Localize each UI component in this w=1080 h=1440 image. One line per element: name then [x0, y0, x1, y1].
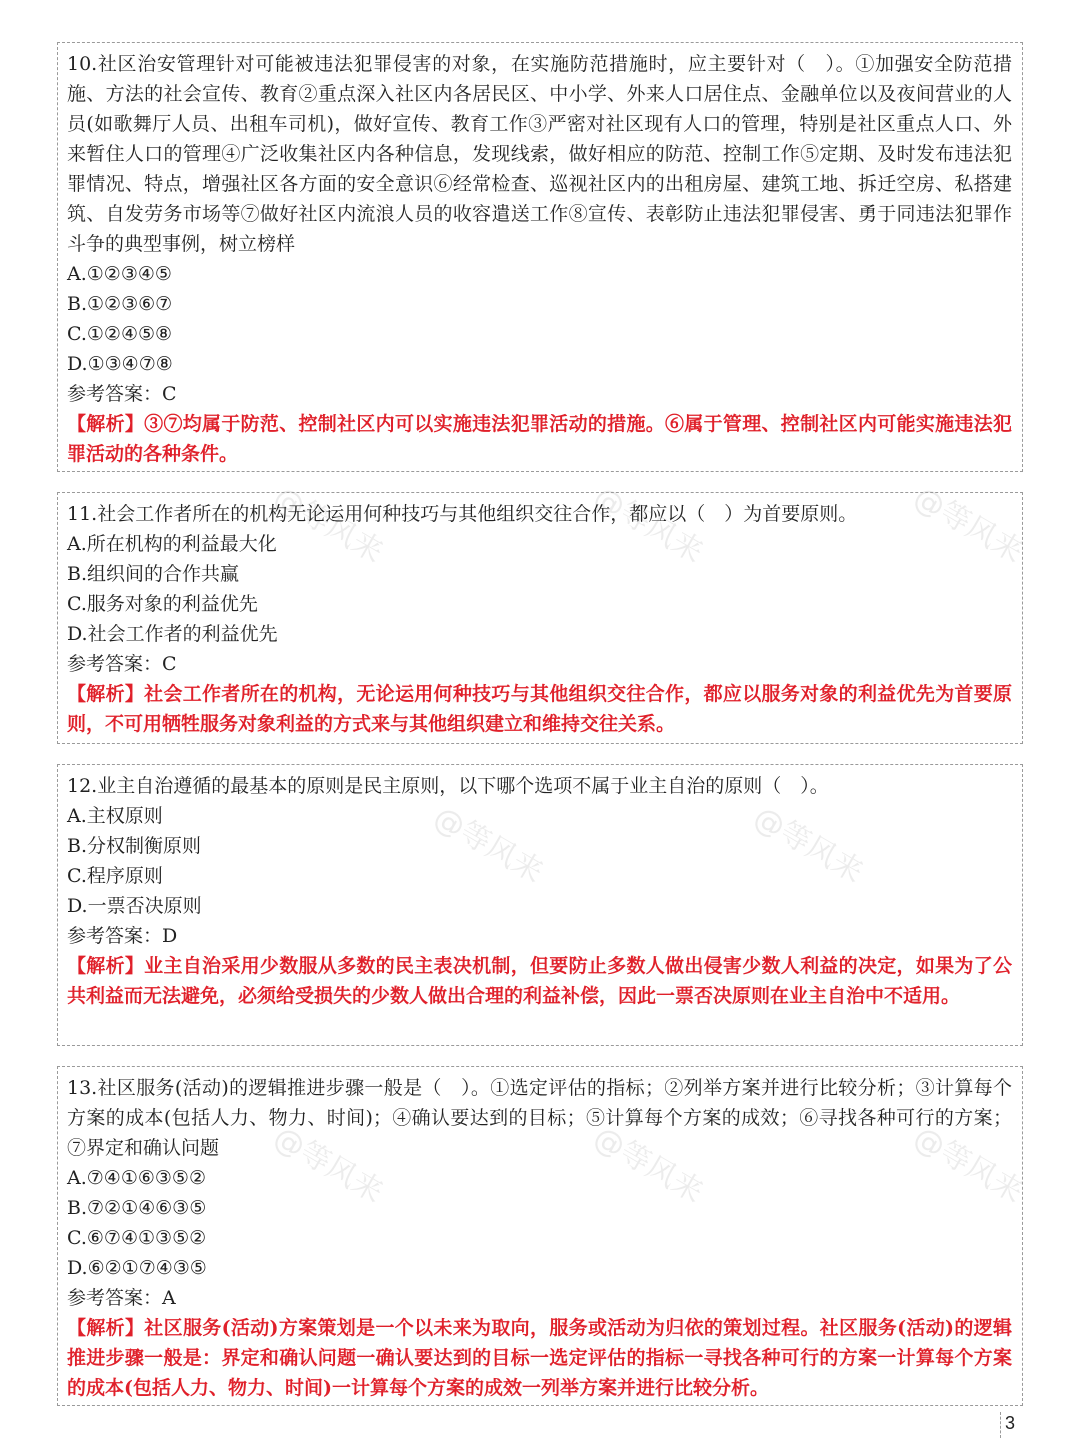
option-b: B.⑦②①④⑥③⑤ [67, 1197, 207, 1219]
watermark: @等风来 [907, 479, 1029, 571]
option-c: C.程序原则 [67, 865, 163, 887]
page-number: 3 [1005, 1413, 1016, 1433]
option-b: B.组织间的合作共赢 [67, 563, 240, 585]
option-d: D.一票否决原则 [67, 895, 202, 917]
question-text: 13.社区服务(活动)的逻辑推进步骤一般是（ ）。①选定评估的指标；②列举方案并进行比较分析；③计算每个方案的成本(包括人力、物力、时间)；④确认要达到的目标；⑤计算每个方案的成效；⑥寻找各种可行的方案；⑦界定和确认问题 [67, 1077, 1012, 1159]
option-a: A.⑦④①⑥③⑤② [67, 1167, 206, 1189]
option-d: D.①③④⑦⑧ [67, 353, 173, 375]
question-text: 12.业主自治遵循的最基本的原则是民主原则，以下哪个选项不属于业主自治的原则（ ）。 [67, 775, 829, 797]
reference-answer: 参考答案：A [67, 1287, 176, 1309]
option-c: C.⑥⑦④①③⑤② [67, 1227, 207, 1249]
watermark: @等风来 [747, 799, 869, 891]
question-text: 10.社区治安管理针对可能被违法犯罪侵害的对象，在实施防范措施时，应主要针对（ ）。①加强安全防范措施、方法的社会宣传、教育②重点深入社区内各居民区、中小学、外来人口居住点、金融单位以及夜间营业的人员(如歌舞厅人员、出租车司机)，做好宣传、教育工作③严密对社区现有人口的管理，特别是社区重点人口、外来暂住人口的管理④广泛收集社区内各种信息，发现线索，做好相应的防范、控制工作⑤定期、及时发布违法犯罪情况、特点，增强社区各方面的安全意识⑥经常检查、巡视社区内的出租房屋、建筑工地、拆迁空房、私搭建筑、自发劳务市场等⑦做好社区内流浪人员的收容遣送工作⑧宣传、表彰防止违法犯罪侵害、勇于同违法犯罪作斗争的典型事例，树立榜样 [67, 53, 1012, 255]
question-block-10 [57, 42, 1023, 472]
option-a: A.所在机构的利益最大化 [67, 533, 277, 555]
analysis-label: 【解析】 [67, 1317, 145, 1339]
option-b: B.①②③⑥⑦ [67, 293, 173, 315]
analysis-label: 【解析】 [67, 683, 145, 705]
watermark: @等风来 [267, 1119, 389, 1211]
analysis [67, 951, 1012, 1011]
option-b: B.分权制衡原则 [67, 835, 202, 857]
option-d: D.社会工作者的利益优先 [67, 623, 278, 645]
analysis [67, 1313, 1012, 1403]
watermark: @等风来 [587, 1119, 709, 1211]
analysis-text: 社会工作者所在的机构，无论运用何种技巧与其他组织交往合作，都应以服务对象的利益优先为首要原则，不可用牺牲服务对象利益的方式来与其他组织建立和维持交往关系。 [67, 683, 1012, 735]
option-a: A.主权原则 [67, 805, 163, 827]
analysis-label: 【解析】 [67, 955, 145, 977]
option-a: A.①②③④⑤ [67, 263, 172, 285]
option-c: C.①②④⑤⑧ [67, 323, 173, 345]
analysis-text: ③⑦均属于防范、控制社区内可以实施违法犯罪活动的措施。⑥属于管理、控制社区内可能实施违法犯罪活动的各种条件。 [67, 413, 1012, 465]
reference-answer: 参考答案：C [67, 653, 177, 675]
question-block-12 [57, 764, 1023, 1046]
question-block-13 [57, 1066, 1023, 1406]
analysis-text: 业主自治采用少数服从多数的民主表决机制，但要防止多数人做出侵害少数人利益的决定，如果为了公共利益而无法避免，必须给受损失的少数人做出合理的利益补偿，因此一票否决原则在业主自治中不适用。 [67, 955, 1012, 1007]
option-c: C.服务对象的利益优先 [67, 593, 258, 615]
analysis-label: 【解析】 [67, 413, 145, 435]
watermark: @等风来 [427, 799, 549, 891]
analysis [67, 679, 1012, 739]
reference-answer: 参考答案：D [67, 925, 178, 947]
reference-answer: 参考答案：C [67, 383, 177, 405]
watermark: @等风来 [267, 479, 389, 571]
watermark: @等风来 [907, 1119, 1029, 1211]
question-text: 11.社会工作者所在的机构无论运用何种技巧与其他组织交往合作，都应以（ ）为首要原则。 [67, 503, 858, 525]
watermark: @等风来 [587, 479, 709, 571]
analysis [67, 409, 1012, 469]
option-d: D.⑥②①⑦④③⑤ [67, 1257, 207, 1279]
question-block-11 [57, 492, 1023, 744]
analysis-text: 社区服务(活动)方案策划是一个以未来为取向，服务或活动为归依的策划过程。社区服务(活动)的逻辑推进步骤一般是：界定和确认问题一确认要达到的目标一选定评估的指标一寻找各种可行的方案一计算每个方案的成本(包括人力、物力、时间)一计算每个方案的成效一列举方案并进行比较分析。 [67, 1317, 1012, 1399]
